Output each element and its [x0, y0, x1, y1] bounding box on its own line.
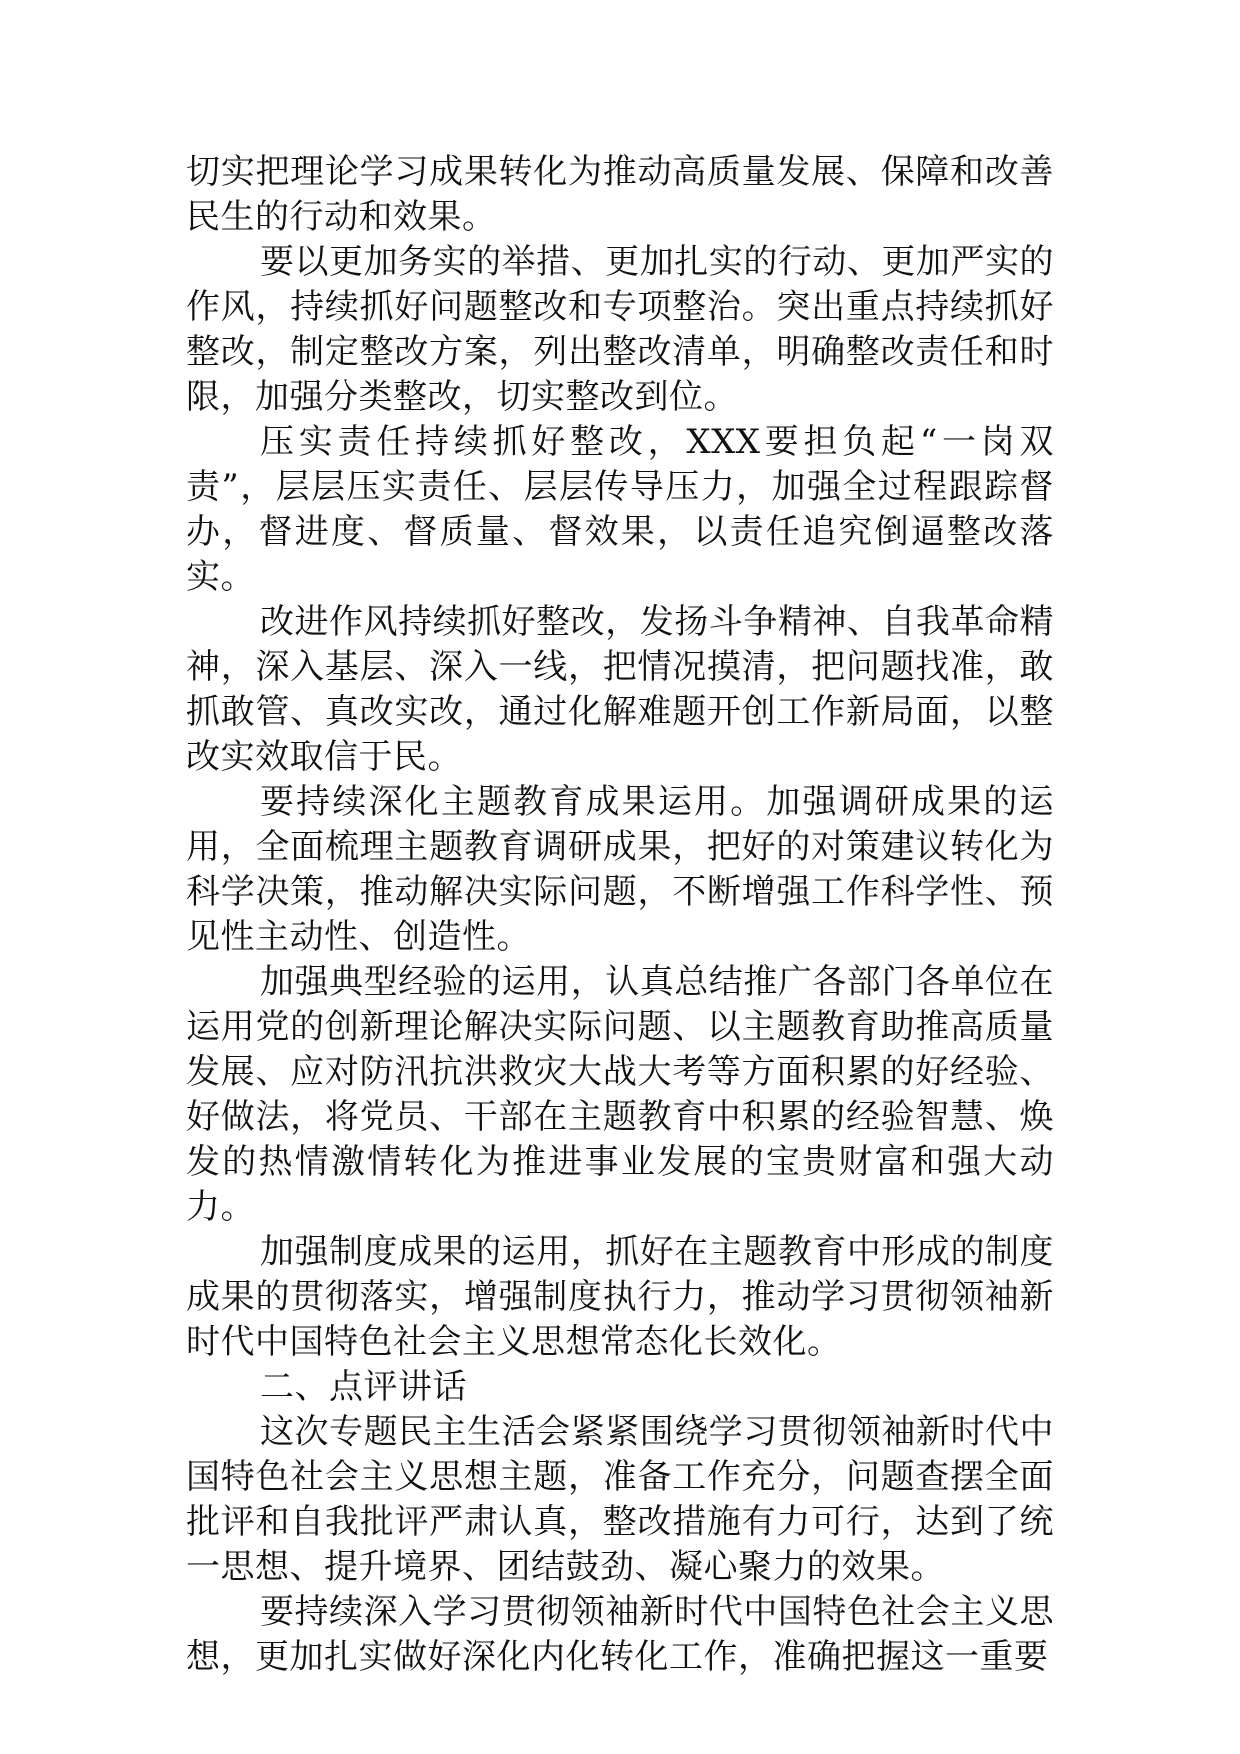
paragraph-4: 改进作风持续抓好整改，发扬斗争精神、自我革命精神，深入基层、深入一线，把情况摸清，把问题找准，敢抓敢管、真改实改，通过化解难题开创工作新局面，以整改实效取信于民。: [186, 602, 1054, 777]
paragraph-1: 切实把理论学习成果转化为推动高质量发展、保障和改善民生的行动和效果。: [186, 152, 1054, 237]
paragraph-2: 要以更加务实的举措、更加扎实的行动、更加严实的作风，持续抓好问题整改和专项整治。突出重点持续抓好整改，制定整改方案，列出整改清单，明确整改责任和时限，加强分类整改，切实整改到位。: [186, 242, 1054, 417]
paragraph-9: 要持续深入学习贯彻领袖新时代中国特色社会主义思想，更加扎实做好深化内化转化工作，准确把握这一重要: [186, 1592, 1054, 1677]
paragraph-3: 压实责任持续抓好整改，XXX要担负起“一岗双责”，层层压实责任、层层传导压力，加强全过程跟踪督办，督进度、督质量、督效果，以责任追究倒逼整改落实。: [186, 422, 1054, 597]
paragraph-8: 这次专题民主生活会紧紧围绕学习贯彻领袖新时代中国特色社会主义思想主题，准备工作充分，问题查摆全面批评和自我批评严肃认真，整改措施有力可行，达到了统一思想、提升境界、团结鼓劲、凝心聚力的效果。: [186, 1412, 1054, 1587]
paragraph-7: 加强制度成果的运用，抓好在主题教育中形成的制度成果的贯彻落实，增强制度执行力，推动学习贯彻领袖新时代中国特色社会主义思想常态化长效化。: [186, 1232, 1054, 1362]
section-heading: 二、点评讲话: [260, 1367, 467, 1407]
paragraph-6: 加强典型经验的运用，认真总结推广各部门各单位在运用党的创新理论解决实际问题、以主题教育助推高质量发展、应对防汛抗洪救灾大战大考等方面积累的好经验、好做法，将党员、干部在主题教育中积累的经验智慧、焕发的热情激情转化为推进事业发展的宝贵财富和强大动力。: [186, 962, 1054, 1227]
document-body: [186, 150, 1054, 1680]
paragraph-5: 要持续深化主题教育成果运用。加强调研成果的运用，全面梳理主题教育调研成果，把好的对策建议转化为科学决策，推动解决实际问题，不断增强工作科学性、预见性主动性、创造性。: [186, 782, 1054, 957]
